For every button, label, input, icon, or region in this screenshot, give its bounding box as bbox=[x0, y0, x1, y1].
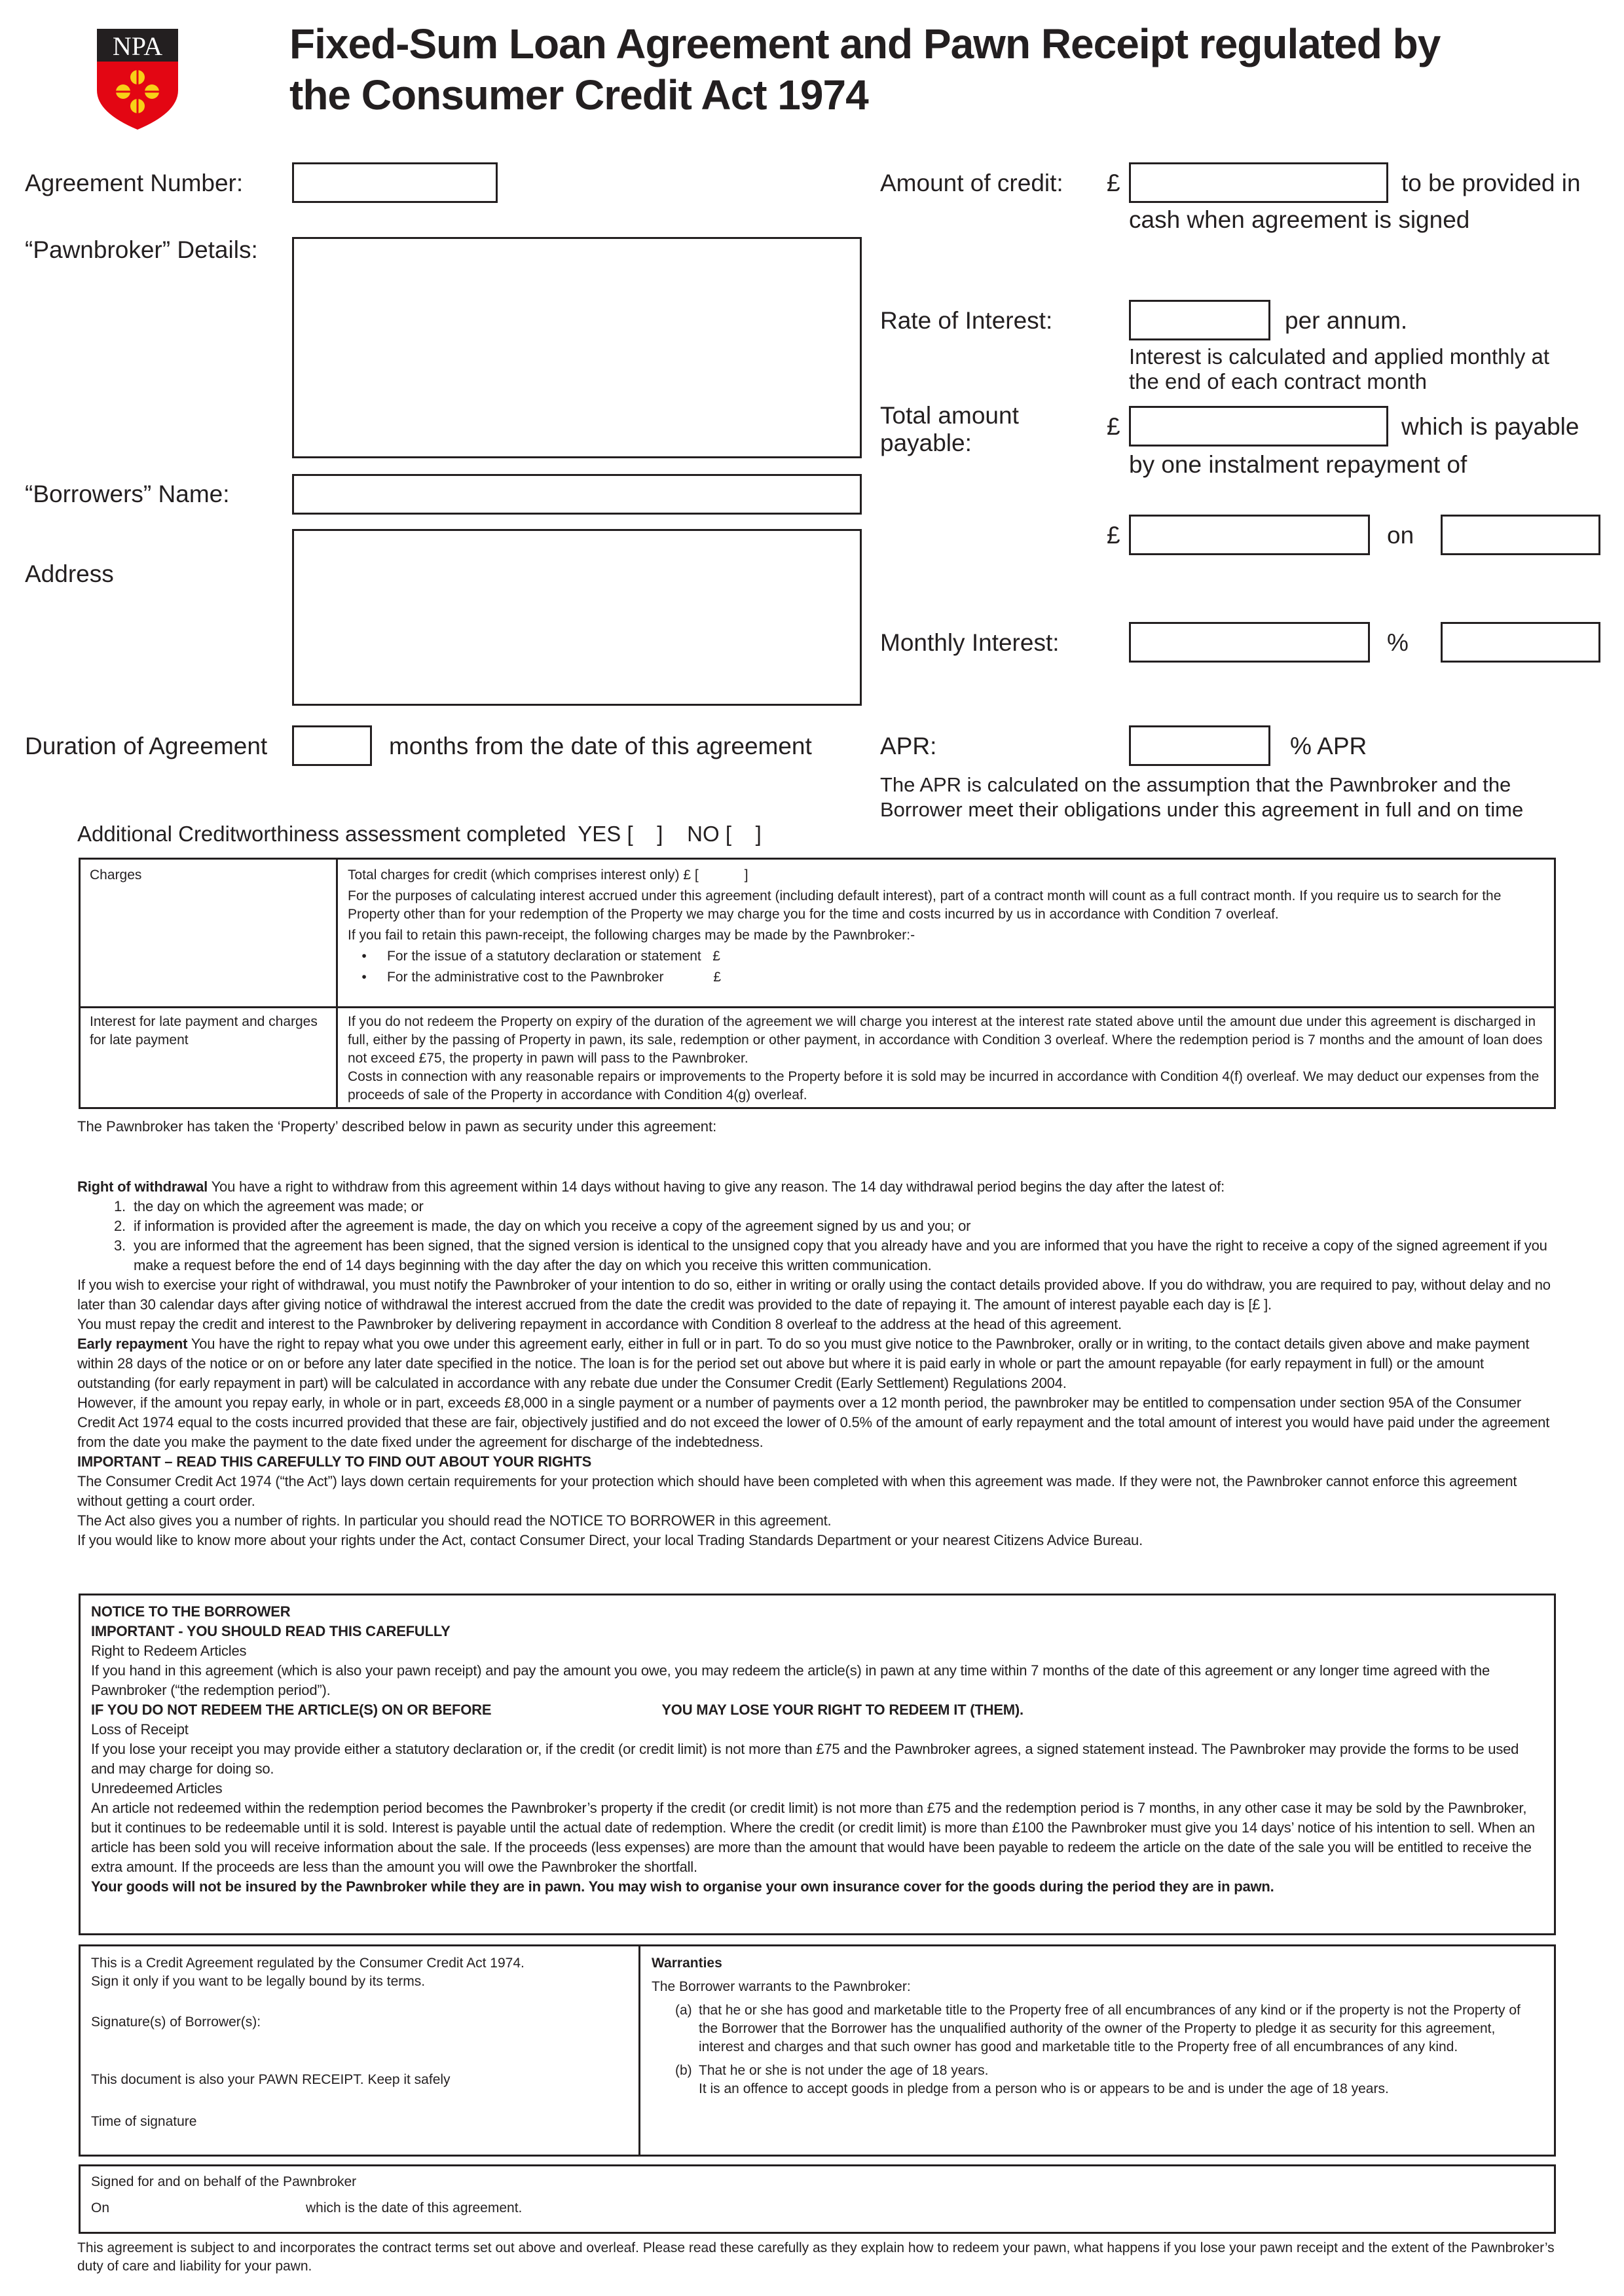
borrowers-name-field[interactable] bbox=[292, 474, 862, 515]
npa-logo bbox=[96, 27, 179, 131]
percent-text: % bbox=[1387, 629, 1409, 656]
charges-cell bbox=[348, 866, 1543, 987]
purposes-text: For the purposes of calculating interest accrued under this agreement (including default interest), part of a contract month will count as a full contract month. If you require us to search for the Property other than for your redemption of the Property we may charge you for the time and costs incurred by us in accordance with Condition 7 overleaf. bbox=[348, 888, 1502, 922]
rate-of-interest-field[interactable] bbox=[1129, 300, 1270, 340]
by-one-instalment-text: by one instalment repayment of bbox=[1129, 451, 1467, 478]
table-divider-horizontal bbox=[81, 1006, 1554, 1008]
duration-suffix: months from the date of this agreement bbox=[389, 733, 812, 759]
duration-label: Duration of Agreement bbox=[25, 733, 268, 759]
instalment-amount-field[interactable] bbox=[1129, 515, 1370, 555]
early-repayment-text: You have the right to repay what you owe under this agreement early, either in full or in part. To do so you must give notice to the Pawnbroker, orally or in writing, to the contact details given above and make payment within 28 days of the notice or on or before any later date specified in the notice. The loan is for the period set out above but where it is paid early in whole or part the amount repayable (for early repayment in full) or the amount outstanding (for early repayment in part) will be calculated in accordance with any rebate due under the Consumer Credit (Early Settlement) Regulations 2004. bbox=[77, 1336, 1530, 1391]
address-label: Address bbox=[25, 560, 114, 587]
important-heading: IMPORTANT – READ THIS CAREFULLY TO FIND OUT ABOUT YOUR RIGHTS bbox=[77, 1453, 592, 1470]
apr-note bbox=[880, 773, 1523, 822]
monthly-interest-percent-field[interactable] bbox=[1441, 622, 1600, 663]
list-item: 1. the day on which the agreement was made; or bbox=[114, 1198, 424, 1214]
borrower-signature-label: Signature(s) of Borrower(s): bbox=[91, 2014, 261, 2030]
withdrawal-section bbox=[77, 1177, 1555, 1550]
signature-cell bbox=[91, 1954, 628, 2131]
table-divider-vertical bbox=[336, 860, 338, 1107]
withdrawal-repay-text: You must repay the credit and interest to the Pawnbroker by delivering repayment in accordance with Condition 8 overleaf to the address at the head of this agreement. bbox=[77, 1316, 1122, 1332]
late-payment-cell bbox=[348, 1013, 1543, 1104]
sign-only-text: Sign it only if you want to be legally bound by its terms. bbox=[91, 1974, 426, 1989]
agreement-number-label: Agreement Number: bbox=[25, 170, 244, 196]
important-text-2: The Act also gives you a number of rights. In particular you should read the NOTICE TO BORROWER in this agreement. bbox=[77, 1512, 832, 1529]
total-charges-text: Total charges for credit (which comprises interest only) £ [ ] bbox=[348, 867, 748, 883]
list-item: • For the administrative cost to the Pawnbroker £ bbox=[361, 970, 722, 985]
logo-text: NPA bbox=[112, 31, 163, 61]
notice-subheading: IMPORTANT - YOU SHOULD READ THIS CAREFULLY bbox=[91, 1623, 451, 1639]
insurance-text: Your goods will not be insured by the Pawnbroker while they are in pawn. You may wish to organise your own insurance cover for the goods during the period they are in pawn. bbox=[91, 1878, 1274, 1895]
pawnbroker-signed-box bbox=[79, 2164, 1556, 2234]
interest-note bbox=[1129, 344, 1549, 394]
pound-sign: £ bbox=[1107, 522, 1120, 549]
title-line-1: Fixed-Sum Loan Agreement and Pawn Receipt regulated by bbox=[289, 20, 1441, 67]
interest-note-line-2: the end of each contract month bbox=[1129, 369, 1427, 393]
monthly-interest-field[interactable] bbox=[1129, 622, 1370, 663]
late-payment-costs-text: Costs in connection with any reasonable repairs or improvements to the Property before it is sold may be incurred in accordance with Condition 4(f) overleaf. We may deduct our expenses from the proceeds of sale of the Property in accordance with Condition 4(g) overleaf. bbox=[348, 1069, 1540, 1102]
total-amount-label-line-2: payable: bbox=[880, 429, 972, 456]
redeem-heading: Right to Redeem Articles bbox=[91, 1643, 247, 1659]
late-payment-label: Interest for late payment and charges for late payment bbox=[90, 1014, 318, 1048]
warranties-cell bbox=[652, 1954, 1542, 2098]
list-item: (a) that he or she has good and marketable title to the Property free of all encumbrances of any kind or if the property is not the Property of the Borrower that the Borrower has the unqualified authority of the owner of the Property to pledge it as security for this agreement, interest and charges and that such owner has good and marketable title to the Property free of all encumbrances of any kind. bbox=[675, 2003, 1521, 2054]
borrowers-name-label: “Borrowers” Name: bbox=[25, 481, 230, 507]
unredeemed-text: An article not redeemed within the redemption period becomes the Pawnbroker’s property if the credit (or credit limit) is not more than £75 and the redemption period is 7 months, in any other case it may be sold by the Pawnbroker, but it continues to be redeemable until it is sold. Interest is payable until the actual date of redemption. Where the credit (or credit limit) is more than £100 the Pawnbroker must give you 14 days’ notice of his intention to sell. When an article has been sold you will receive information about the sale. If the proceeds (less expenses) are more than the amount that would have been payable to redeem the article on the date of the sale you will be entitled to receive the extra amount. If the proceeds are less than the amount you will owe the Pawnbroker the shortfall. bbox=[91, 1800, 1535, 1875]
instalment-date-field[interactable] bbox=[1441, 515, 1600, 555]
duration-field[interactable] bbox=[292, 725, 372, 766]
unredeemed-heading: Unredeemed Articles bbox=[91, 1780, 223, 1796]
page-title bbox=[289, 18, 1440, 120]
redeem-text: If you hand in this agreement (which is also your pawn receipt) and pay the amount you owe, you may redeem the article(s) in pawn at any time within 7 months of the date of this agreement or any longer time agreed with the Pawnbroker (“the redemption period”). bbox=[91, 1662, 1490, 1698]
notice-heading: NOTICE TO THE BORROWER bbox=[91, 1603, 291, 1620]
loss-heading: Loss of Receipt bbox=[91, 1721, 189, 1738]
apr-note-line-1: The APR is calculated on the assumption that the Pawnbroker and the bbox=[880, 773, 1511, 796]
list-item: (b) That he or she is not under the age of 18 years. It is an offence to accept goods in pledge from a person who is or appears to be and is under the age of 18 years. bbox=[675, 2063, 1389, 2096]
pound-sign: £ bbox=[1107, 413, 1120, 440]
signed-on-line: On which is the date of this agreement. bbox=[91, 2200, 523, 2215]
apr-field[interactable] bbox=[1129, 725, 1270, 766]
list-item: 2. if information is provided after the agreement is made, the day on which you receive a copy of the agreement signed by us and you; or bbox=[114, 1218, 971, 1234]
pound-sign: £ bbox=[1107, 170, 1120, 196]
however-text: However, if the amount you repay early, in whole or in part, exceeds £8,000 in a single payment or a number of payments over a 12 month period, the pawnbroker may be entitled to compensation under section 95A of the Consumer Credit Act 1974 equal to the costs incurred provided that these are fair, objectively justified and do not exceed the lower of 0.5% of the amount of early repayment and the total amount of interest you would have paid under the agreement from the date you make the payment to the date fixed under the agreement for discharge of the indebtedness. bbox=[77, 1394, 1550, 1450]
amount-credit-field[interactable] bbox=[1129, 162, 1388, 203]
creditworthiness-line: Additional Creditworthiness assessment completed YES [ ] NO [ ] bbox=[77, 822, 762, 846]
important-text-1: The Consumer Credit Act 1974 (“the Act”) lays down certain requirements for your protection which should have been completed with when this agreement was made. If they were not, the Pawnbroker cannot enforce this agreement without getting a court order. bbox=[77, 1473, 1517, 1509]
box-divider bbox=[638, 1946, 640, 2155]
pawn-receipt-text: This document is also your PAWN RECEIPT. Keep it safely bbox=[91, 2072, 451, 2087]
interest-note-line-1: Interest is calculated and applied monthly at bbox=[1129, 344, 1550, 369]
npa-shield-icon bbox=[96, 27, 179, 131]
title-line-2: the Consumer Credit Act 1974 bbox=[289, 71, 868, 118]
on-text: on bbox=[1387, 522, 1414, 549]
footer-text: This agreement is subject to and incorporates the contract terms set out above and overleaf. Please read these carefully as they explain how to redeem your pawn, what happens if you lose your pawn receipt and the extent of the Pawnbroker’s duty of care and liability for your pawn. bbox=[77, 2240, 1555, 2274]
late-payment-text: If you do not redeem the Property on expiry of the duration of the agreement we will charge you interest at the interest rate stated above until the amount due under this agreement is discharged in full, either by the passing of Property in pawn, its sale, redemption or other payment, in accordance with Condition 3 overleaf. Where the redemption period is 7 months and the amount of loan does not exceed £75, the property in pawn will pass to the Pawnbroker. bbox=[348, 1014, 1543, 1066]
regulated-text: This is a Credit Agreement regulated by the Consumer Credit Act 1974. bbox=[91, 1956, 525, 1971]
time-of-signature-label: Time of signature bbox=[91, 2114, 197, 2129]
signature-warranties-box bbox=[79, 1944, 1556, 2157]
cash-when-text: cash when agreement is signed bbox=[1129, 206, 1470, 233]
which-payable-text: which is payable bbox=[1401, 413, 1579, 440]
monthly-interest-label: Monthly Interest: bbox=[880, 629, 1060, 656]
early-repayment-heading: Early repayment bbox=[77, 1336, 188, 1352]
loss-text: If you lose your receipt you may provide either a statutory declaration or, if the credit (or credit limit) is not more than £75 and the Pawnbroker agrees, a signed statement instead. The Pawnbroker may provide the forms to be used and may charge for doing so. bbox=[91, 1741, 1519, 1777]
warranties-heading: Warranties bbox=[652, 1956, 722, 1971]
charges-label: Charges bbox=[90, 867, 142, 883]
withdrawal-intro: You have a right to withdraw from this agreement within 14 days without having to give any reason. The 14 day withdrawal period begins the day after the latest of: bbox=[208, 1178, 1225, 1195]
withdrawal-heading: Right of withdrawal bbox=[77, 1178, 208, 1195]
to-be-provided-text: to be provided in bbox=[1401, 170, 1581, 196]
if-not-redeem-line: IF YOU DO NOT REDEEM THE ARTICLE(S) ON OR BEFORE YOU MAY LOSE YOUR RIGHT TO REDEEM IT (THEM). bbox=[91, 1702, 1024, 1718]
amount-credit-label: Amount of credit: bbox=[880, 170, 1063, 196]
apr-label: APR: bbox=[880, 733, 937, 759]
notice-box bbox=[79, 1594, 1556, 1935]
total-amount-label bbox=[880, 402, 1019, 457]
apr-note-line-2: Borrower meet their obligations under this agreement in full and on time bbox=[880, 798, 1524, 821]
warranties-intro: The Borrower warrants to the Pawnbroker: bbox=[652, 1979, 911, 1994]
if-fail-text: If you fail to retain this pawn-receipt, the following charges may be made by the Pawnbroker:- bbox=[348, 928, 915, 943]
total-amount-field[interactable] bbox=[1129, 406, 1388, 446]
pawnbroker-details-label: “Pawnbroker” Details: bbox=[25, 236, 258, 263]
list-item: • For the issue of a statutory declaration or statement £ bbox=[361, 949, 720, 964]
list-item: 3. you are informed that the agreement has been signed, that the signed version is identical to the unsigned copy that you already have and you are informed that you have the right to receive a copy of the signed agreement if you make a request before the end of 14 days beginning with the day after the day on which you receive this written communication. bbox=[114, 1237, 1547, 1273]
signed-for-text: Signed for and on behalf of the Pawnbroker bbox=[91, 2174, 357, 2189]
rate-of-interest-label: Rate of Interest: bbox=[880, 307, 1053, 334]
important-text-3: If you would like to know more about your rights under the Act, contact Consumer Direct, your local Trading Standards Department or your nearest Citizens Advice Bureau. bbox=[77, 1532, 1143, 1548]
property-line: The Pawnbroker has taken the ‘Property’ described below in pawn as security under this agreement: bbox=[77, 1118, 717, 1135]
per-annum-text: per annum. bbox=[1285, 307, 1408, 334]
total-amount-label-line-1: Total amount bbox=[880, 402, 1019, 429]
address-field[interactable] bbox=[292, 529, 862, 706]
withdrawal-exercise-text: If you wish to exercise your right of withdrawal, you must notify the Pawnbroker of your intention to do so, either in writing or orally using the contact details provided above. If you do withdraw, you are required to pay, without delay and no later than 30 calendar days after giving notice of withdrawal the interest accrued from the date the credit was provided to the date of repaying it. The amount of interest payable each day is [£ ]. bbox=[77, 1277, 1551, 1313]
pawnbroker-details-field[interactable] bbox=[292, 237, 862, 458]
charges-table bbox=[79, 858, 1556, 1109]
pct-apr-text: % APR bbox=[1290, 733, 1367, 759]
agreement-number-field[interactable] bbox=[292, 162, 498, 203]
